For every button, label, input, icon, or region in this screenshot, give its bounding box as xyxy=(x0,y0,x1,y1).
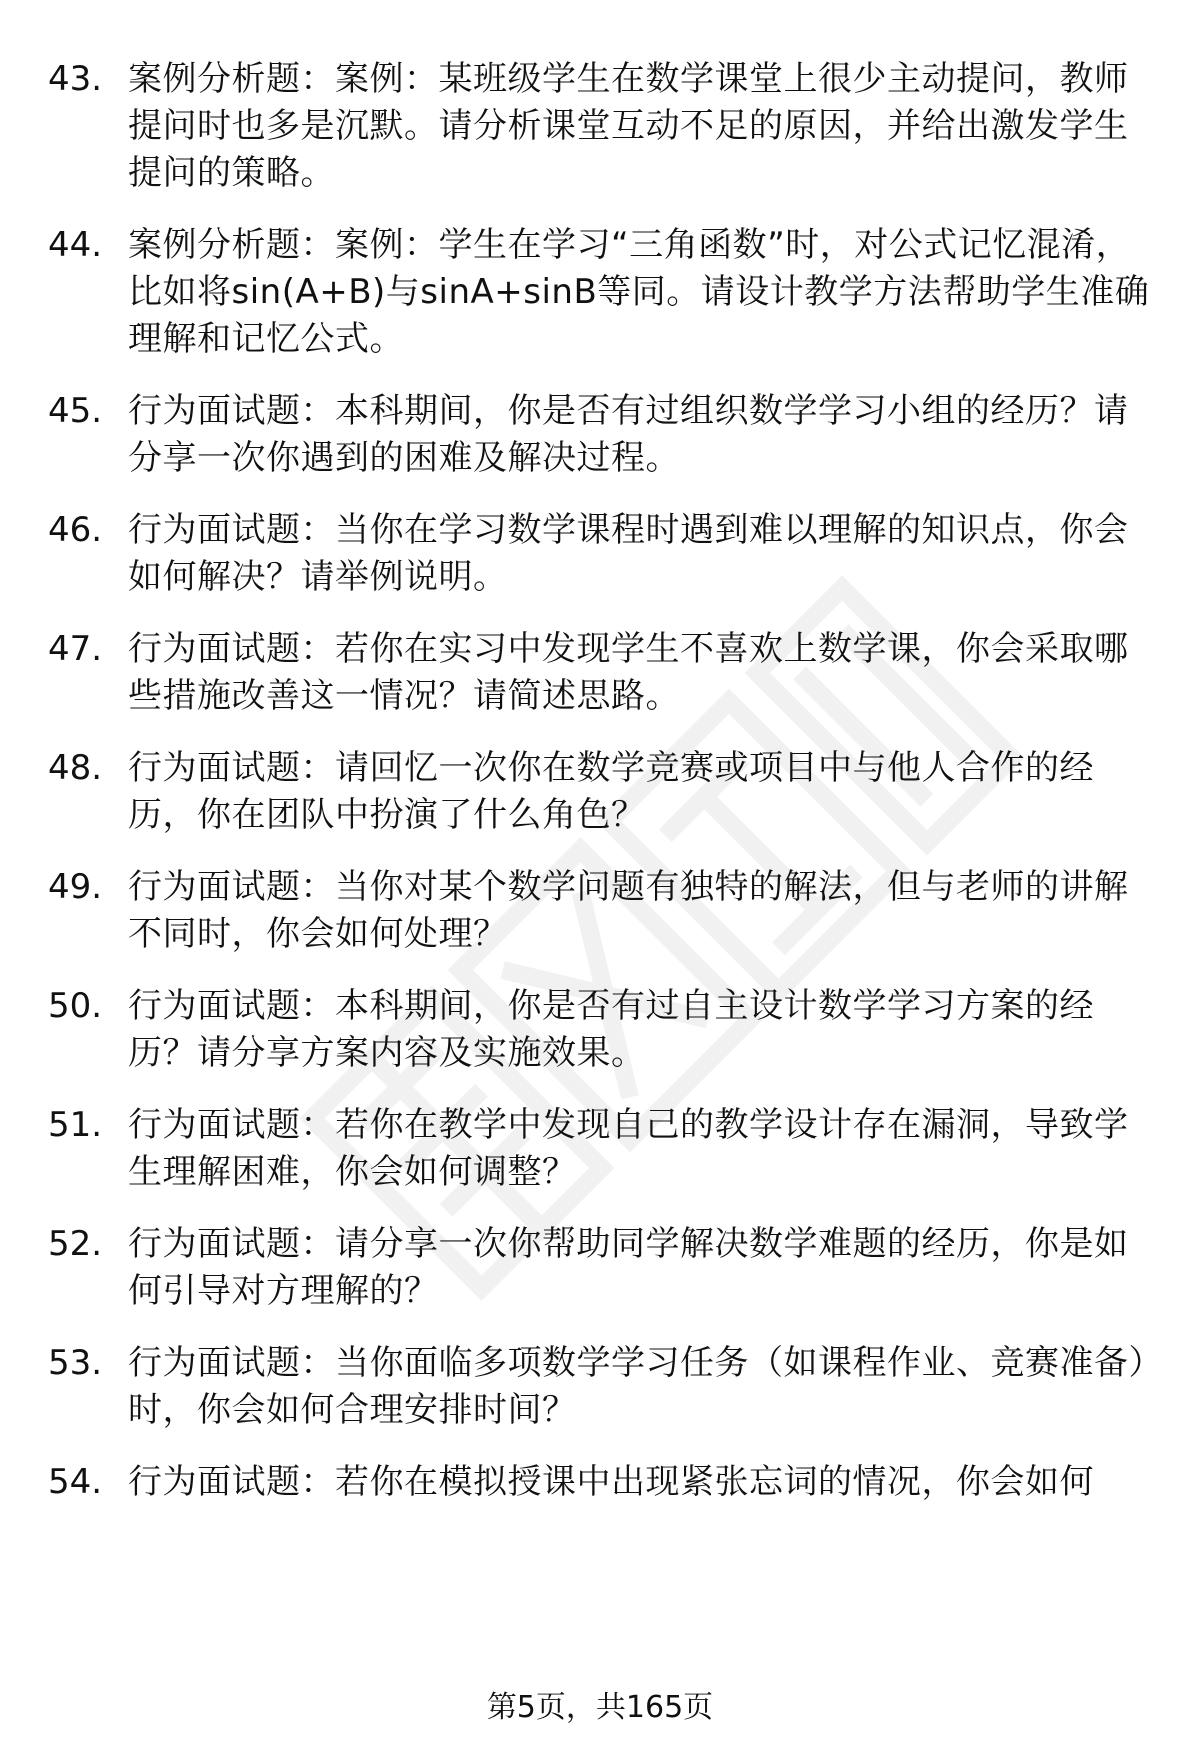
question-number: 50. xyxy=(48,986,103,1026)
page-number-footer: 第5页，共165页 xyxy=(486,1690,714,1725)
question-number: 45. xyxy=(48,391,103,431)
question-number: 54. xyxy=(48,1462,103,1502)
question-number: 43. xyxy=(48,59,103,99)
question-item xyxy=(48,626,1153,720)
question-item xyxy=(48,1340,1153,1434)
question-number: 49. xyxy=(48,867,103,907)
question-text: 案例分析题：案例：学生在学习“三角函数”时，对公式记忆混淆，比如将sin(A+B)与sinA+sinB等同。请设计教学方法帮助学生准确理解和记忆公式。 xyxy=(128,225,1150,359)
question-number: 51. xyxy=(48,1105,103,1145)
question-item xyxy=(48,222,1153,363)
question-text: 行为面试题：当你在学习数学课程时遇到难以理解的知识点，你会如何解决？请举例说明。 xyxy=(128,510,1129,597)
question-number: 47. xyxy=(48,629,103,669)
question-text: 行为面试题：若你在教学中发现自己的教学设计存在漏洞，导致学生理解困难，你会如何调整？ xyxy=(128,1105,1129,1192)
question-list xyxy=(48,56,1153,1531)
question-text: 行为面试题：当你对某个数学问题有独特的解法，但与老师的讲解不同时，你会如何处理？ xyxy=(128,867,1129,954)
question-text: 行为面试题：若你在模拟授课中出现紧张忘词的情况，你会如何 xyxy=(128,1462,1094,1502)
question-item xyxy=(48,56,1153,197)
question-item xyxy=(48,864,1153,958)
question-text: 案例分析题：案例：某班级学生在数学课堂上很少主动提问，教师提问时也多是沉默。请分析课堂互动不足的原因，并给出激发学生提问的策略。 xyxy=(128,59,1129,193)
question-item xyxy=(48,507,1153,601)
question-text: 行为面试题：若你在实习中发现学生不喜欢上数学课，你会采取哪些措施改善这一情况？请简述思路。 xyxy=(128,629,1129,716)
question-number: 44. xyxy=(48,225,103,265)
question-item xyxy=(48,1102,1153,1196)
question-item xyxy=(48,1221,1153,1315)
question-item xyxy=(48,388,1153,482)
question-text: 行为面试题：本科期间，你是否有过自主设计数学学习方案的经历？请分享方案内容及实施效果。 xyxy=(128,986,1094,1073)
question-item xyxy=(48,983,1153,1077)
question-text: 行为面试题：当你面临多项数学学习任务（如课程作业、竞赛准备）时，你会如何合理安排时间？ xyxy=(128,1343,1146,1430)
question-number: 53. xyxy=(48,1343,103,1383)
question-number: 48. xyxy=(48,748,103,788)
question-text: 行为面试题：本科期间，你是否有过组织数学学习小组的经历？请分享一次你遇到的困难及解决过程。 xyxy=(128,391,1129,478)
question-text: 行为面试题：请回忆一次你在数学竞赛或项目中与他人合作的经历，你在团队中扮演了什么角色？ xyxy=(128,748,1094,835)
question-number: 46. xyxy=(48,510,103,550)
question-item xyxy=(48,1459,1153,1506)
question-item xyxy=(48,745,1153,839)
question-text: 行为面试题：请分享一次你帮助同学解决数学难题的经历，你是如何引导对方理解的？ xyxy=(128,1224,1129,1311)
question-number: 52. xyxy=(48,1224,103,1264)
